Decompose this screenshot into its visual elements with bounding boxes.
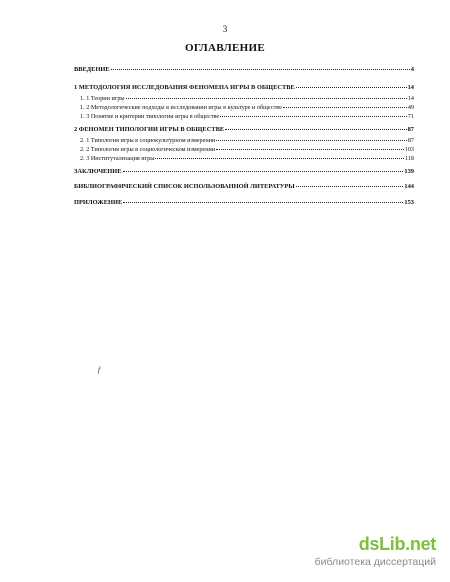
toc-entry-section-2-1 — [80, 137, 414, 144]
leader-dots — [296, 87, 407, 88]
stray-mark: f — [98, 366, 100, 374]
toc-entry-section-1-1 — [80, 95, 414, 102]
toc-entry-label: ПРИЛОЖЕНИЕ — [74, 199, 123, 206]
watermark[interactable] — [310, 534, 440, 572]
toc-entry-page: 14 — [407, 84, 414, 91]
leader-dots — [126, 98, 407, 99]
toc-entry-label: 1. 1 Теории игры — [80, 95, 125, 102]
toc-entry-chapter-1 — [74, 84, 414, 91]
page-number: 3 — [222, 24, 228, 34]
toc-entry-appendix — [74, 199, 414, 206]
watermark-subtitle: библиотека диссертаций — [314, 556, 436, 568]
toc-entry-page: 103 — [404, 146, 414, 153]
toc-entry-label: 1 МЕТОДОЛОГИЯ ИССЛЕДОВАНИЯ ФЕНОМЕНА ИГРЫ В ОБЩЕСТВЕ — [74, 84, 295, 91]
toc-entry-label: 1. 3 Понятие и критерии типологии игры в обществе — [80, 113, 220, 120]
leader-dots — [220, 116, 407, 117]
toc-entry-page: 118 — [404, 155, 414, 162]
toc-entry-section-1-3 — [80, 113, 414, 120]
toc-entry-introduction — [74, 66, 414, 73]
toc-entry-bibliography — [74, 183, 414, 190]
toc-entry-section-2-2 — [80, 146, 414, 153]
leader-dots — [111, 69, 410, 70]
toc-entry-page: 144 — [404, 183, 414, 190]
toc-entry-section-2-3 — [80, 155, 414, 162]
toc-entry-label: 1. 2 Методологические подходы в исследовании игры в культуре и обществе — [80, 104, 282, 111]
toc-entry-label: 2 ФЕНОМЕН ТИПОЛОГИИ ИГРЫ В ОБЩЕСТВЕ — [74, 126, 225, 133]
toc-entry-label: 2. 1 Типология игры в социокультурном измерении — [80, 137, 216, 144]
leader-dots — [225, 129, 407, 130]
leader-dots — [123, 171, 404, 172]
watermark-logo: dsLib.net — [358, 534, 436, 554]
toc-entry-label: ЗАКЛЮЧЕНИЕ — [74, 168, 122, 175]
toc-entry-label: БИБЛИОГРАФИЧЕСКИЙ СПИСОК ИСПОЛЬЗОВАННОЙ ЛИТЕРАТУРЫ — [74, 183, 295, 190]
toc-entry-page: 71 — [407, 113, 414, 120]
toc-entry-page: 14 — [407, 95, 414, 102]
toc-entry-conclusion — [74, 168, 414, 175]
toc-entry-page: 139 — [404, 168, 414, 175]
toc-heading: ОГЛАВЛЕНИЕ — [185, 42, 265, 54]
toc-entry-page: 4 — [410, 66, 414, 73]
toc-entry-page: 87 — [407, 126, 414, 133]
toc-entry-section-1-2 — [80, 104, 414, 111]
toc-entry-page: 153 — [404, 199, 414, 206]
toc-entry-page: 87 — [407, 137, 414, 144]
leader-dots — [283, 107, 407, 108]
toc-entry-chapter-2 — [74, 126, 414, 133]
leader-dots — [155, 158, 404, 159]
leader-dots — [123, 202, 403, 203]
toc-entry-label: ВВЕДЕНИЕ — [74, 66, 110, 73]
leader-dots — [296, 186, 404, 187]
leader-dots — [216, 149, 404, 150]
toc-entry-page: 49 — [407, 104, 414, 111]
leader-dots — [216, 140, 407, 141]
toc-entry-label: 2. 2 Типология игры в социологическом измерении — [80, 146, 216, 153]
toc-entry-label: 2. 3 Институтализация игры — [80, 155, 155, 162]
